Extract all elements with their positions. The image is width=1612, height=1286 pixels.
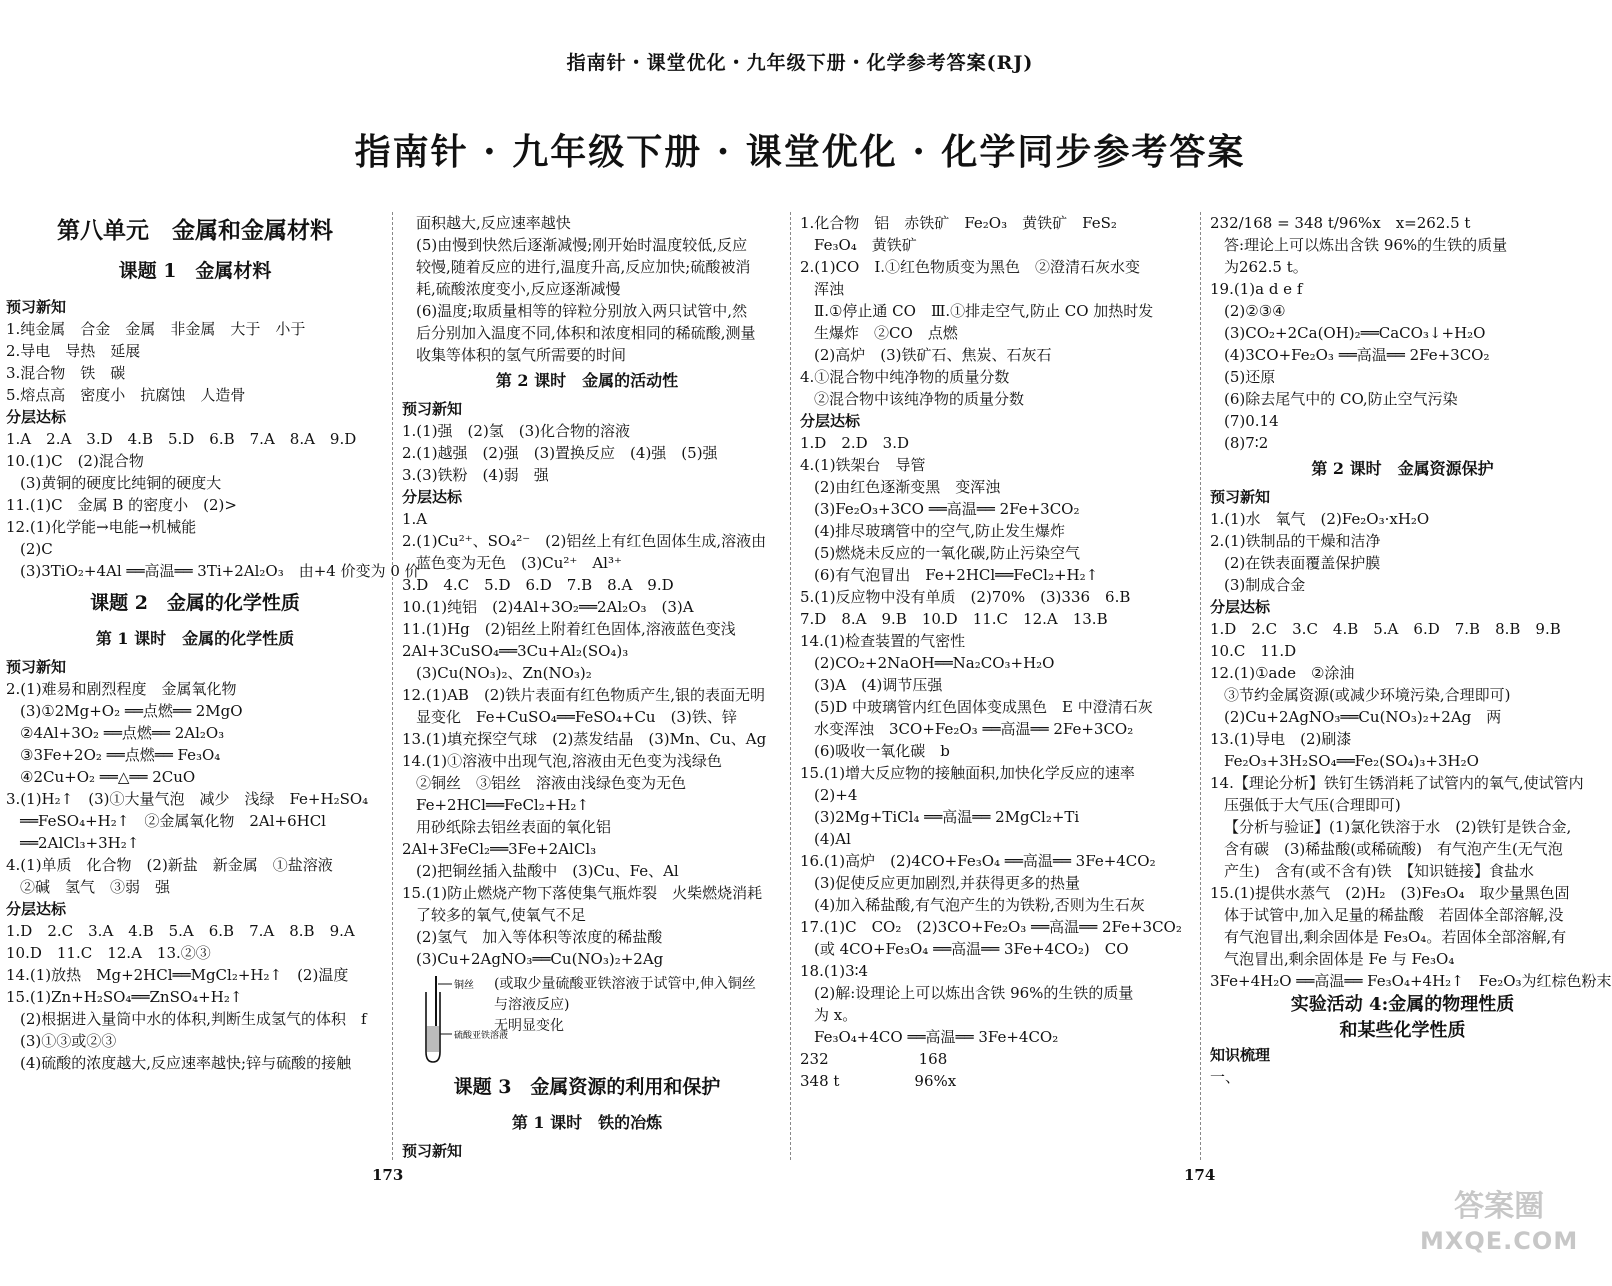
answer-line: (3)3TiO₂+4Al ══高温══ 3Ti+2Al₂O₃ 由+4 价变为 0 价: [20, 562, 420, 580]
apparatus-result: 无明显变化: [494, 1018, 564, 1034]
answer-line: 17.(1)C CO₂ (2)3CO+Fe₂O₃ ══高温══ 2Fe+3CO₂: [800, 918, 1182, 936]
answer-line: 2.导电 导热 延展: [6, 342, 141, 360]
answer-line: 有气泡冒出,剩余固体是 Fe₃O₄。若固体全部溶解,有: [1224, 928, 1567, 946]
answer-line: 14.【理论分析】铁钉生锈消耗了试管内的氧气,使试管内: [1210, 774, 1584, 792]
answer-line: 14.(1)放热 Mg+2HCl══MgCl₂+H₂↑ (2)温度: [6, 966, 349, 984]
answer-line: (2)氢气 加入等体积等浓度的稀盐酸: [416, 928, 663, 946]
answer-line: 答:理论上可以炼出含铁 96%的生铁的质量: [1224, 236, 1508, 254]
answer-line: 4.(1)单质 化合物 (2)新盐 新金属 ①盐溶液: [6, 856, 333, 874]
answer-line: ══FeSO₄+H₂↑ ②金属氧化物 2Al+6HCl: [20, 812, 326, 830]
apparatus-note: (或取少量硫酸亚铁溶液于试管中,伸入铜丝与溶液反应): [494, 976, 756, 1013]
answer-line: 232/168 = 348 t/96%x x=262.5 t: [1210, 214, 1471, 232]
answer-line: (2)把铜丝插入盐酸中 (3)Cu、Fe、Al: [416, 862, 679, 880]
answer-line: (4)加入稀盐酸,有气泡产生的为铁粉,否则为生石灰: [814, 896, 1145, 914]
column-divider: [1200, 212, 1201, 1160]
answer-line: 面积越大,反应速率越快: [416, 214, 571, 232]
answer-line: (4)排尽玻璃管中的空气,防止发生爆炸: [814, 522, 1066, 540]
answer-list: [402, 398, 772, 970]
answer-line: Fe+2HCl══FeCl₂+H₂↑: [416, 796, 589, 814]
page-number-left: 173: [372, 1166, 404, 1184]
answer-line: 1.(1)强 (2)氢 (3)化合物的溶液: [402, 422, 631, 440]
answer-line: 1.D 2.C 3.C 4.B 5.A 6.D 7.B 8.B 9.B: [1210, 620, 1561, 638]
answer-line: 5.(1)反应物中没有单质 (2)70% (3)336 6.B: [800, 588, 1131, 606]
answer-line: 【分析与验证】(1)氯化铁溶于水 (2)铁钉是铁合金,: [1224, 818, 1572, 836]
answer-line: ②铜丝 ③铝丝 溶液由浅绿色变为无色: [416, 774, 687, 792]
answer-list: [6, 656, 384, 1074]
answer-line: (3)CO₂+2Ca(OH)₂══CaCO₃↓+H₂O: [1224, 324, 1486, 342]
answer-line: (2)根据进入量筒中水的体积,判断生成氢气的体积 f: [20, 1010, 367, 1028]
activity-heading: 实验活动 4:金属的物理性质: [1290, 994, 1515, 1015]
page-title: 指南针 · 九年级下册 · 课堂优化 · 化学同步参考答案: [354, 131, 1246, 173]
answer-line: (6)温度;取质量相等的锌粒分别放入两只试管中,然: [416, 302, 748, 320]
answer-line: 1.纯金属 合金 金属 非金属 大于 小于: [6, 320, 306, 338]
answer-line: (3)A (4)调节压强: [814, 676, 943, 694]
answer-line: 15.(1)提供水蒸气 (2)H₂ (3)Fe₃O₄ 取少量黑色固: [1210, 884, 1570, 902]
answer-line: (3)促使反应更加剧烈,并获得更多的热量: [814, 874, 1081, 892]
answer-line: (3)Cu(NO₃)₂、Zn(NO₃)₂: [416, 664, 592, 682]
answer-line: ③节约金属资源(或减少环境污染,合理即可): [1224, 686, 1511, 704]
topic-heading: 课题 1 金属材料: [118, 260, 272, 282]
answer-line: 分层达标: [402, 488, 463, 506]
answer-line: 348 t 96%x: [800, 1072, 957, 1090]
column-divider: [392, 212, 393, 1160]
answer-line: 分层达标: [800, 412, 861, 430]
column-divider: [790, 212, 791, 1160]
answer-line: (3)2Mg+TiCl₄ ══高温══ 2MgCl₂+Ti: [814, 808, 1080, 826]
answer-line: 12.(1)化学能→电能→机械能: [6, 518, 197, 536]
answer-line: 12.(1)AB (2)铁片表面有红色物质产生,银的表面无明: [402, 686, 765, 704]
answer-line: 2.(1)越强 (2)强 (3)置换反应 (4)强 (5)强: [402, 444, 718, 462]
answer-line: 1.A 2.A 3.D 4.B 5.D 6.B 7.A 8.A 9.D: [6, 430, 357, 448]
answer-line: 18.(1)3∶4: [800, 962, 869, 980]
answer-line: 11.(1)Hg (2)铝丝上附着红色固体,溶液蓝色变浅: [402, 620, 736, 638]
topic-heading: 课题 2 金属的化学性质: [90, 592, 300, 614]
answer-line: 10.(1)C (2)混合物: [6, 452, 144, 470]
answer-line: 预习新知: [6, 298, 67, 316]
answer-line: 气泡冒出,剩余固体是 Fe 与 Fe₃O₄: [1224, 950, 1455, 968]
answer-line: 知识梳理: [1210, 1046, 1271, 1064]
column-4: [1210, 212, 1612, 1172]
answer-line: 15.(1)增大反应物的接触面积,加快化学反应的速率: [800, 764, 1135, 782]
answer-line: (2)②③④: [1224, 302, 1286, 320]
answer-line: 压强低于大气压(合理即可): [1224, 796, 1401, 814]
answer-list: [1210, 212, 1595, 454]
answer-line: (8)7∶2: [1224, 434, 1269, 452]
answer-line: 15.(1)Zn+H₂SO₄══ZnSO₄+H₂↑: [6, 988, 243, 1006]
answer-list: [800, 212, 1190, 1092]
answer-line: 3.(1)H₂↑ (3)①大量气泡 减少 浅绿 Fe+H₂SO₄: [6, 790, 369, 808]
label-copper-wire: 铜丝: [454, 980, 474, 991]
answer-line: 后分别加入温度不同,体积和浓度相同的稀硫酸,测量: [416, 324, 756, 342]
answer-line: 2.(1)Cu²⁺、SO₄²⁻ (2)铝丝上有红色固体生成,溶液由: [402, 532, 767, 550]
answer-line: 了较多的氧气,使氧气不足: [416, 906, 586, 924]
lesson-heading: 第 2 课时 金属的活动性: [495, 371, 679, 390]
answer-line: 14.(1)①溶液中出现气泡,溶液由无色变为浅绿色: [402, 752, 722, 770]
answer-line: ══2AlCl₃+3H₂↑: [20, 834, 140, 852]
test-tube-diagram: [416, 974, 509, 1066]
answer-line: 1.(1)水 氧气 (2)Fe₂O₃·xH₂O: [1210, 510, 1430, 528]
answer-line: 收集等体积的氢气所需要的时间: [416, 346, 627, 364]
answer-line: (3)①③或②③: [20, 1032, 117, 1050]
label-solution: 硫酸亚铁溶液: [454, 1031, 509, 1041]
answer-line: (2)C: [20, 540, 53, 558]
answer-line: 1.D 2.C 3.A 4.B 5.A 6.B 7.A 8.B 9.A: [6, 922, 355, 940]
answer-line: 1.D 2.D 3.D: [800, 434, 910, 452]
answer-line: 5.熔点高 密度小 抗腐蚀 人造骨: [6, 386, 246, 404]
answer-line: (6)除去尾气中的 CO,防止空气污染: [1224, 390, 1458, 408]
answer-line: (5)由慢到快然后逐渐减慢;刚开始时温度较低,反应: [416, 236, 748, 254]
answer-line: 2Al+3CuSO₄══3Cu+Al₂(SO₄)₃: [402, 642, 629, 660]
answer-line: 3.D 4.C 5.D 6.D 7.B 8.A 9.D: [402, 576, 674, 594]
answer-line: 1.A: [402, 510, 428, 528]
answer-line: 水变浑浊 3CO+Fe₂O₃ ══高温══ 2Fe+3CO₂: [814, 720, 1134, 738]
answer-line: 预习新知: [1210, 488, 1271, 506]
answer-line: ④2Cu+O₂ ══△══ 2CuO: [20, 768, 196, 786]
answer-line: 10.D 11.C 12.A 13.②③: [6, 944, 211, 962]
answer-line: 232 168: [800, 1050, 948, 1068]
answer-line: (7)0.14: [1224, 412, 1279, 430]
answer-line: 较慢,随着反应的进行,温度升高,反应加快;硫酸被消: [416, 258, 751, 276]
answer-line: 13.(1)导电 (2)刷漆: [1210, 730, 1352, 748]
answer-line: 含有碳 (3)稀盐酸(或稀硫酸) 有气泡产生(无气泡: [1224, 840, 1563, 858]
answer-line: (2)在铁表面覆盖保护膜: [1224, 554, 1381, 572]
answer-line: (2)+4: [814, 786, 858, 804]
activity-heading: 和某些化学性质: [1339, 1020, 1466, 1041]
answer-line: (3)①2Mg+O₂ ══点燃══ 2MgO: [20, 702, 243, 720]
answer-line: (3)Fe₂O₃+3CO ══高温══ 2Fe+3CO₂: [814, 500, 1080, 518]
answer-line: 生爆炸 ②CO 点燃: [814, 324, 958, 342]
answer-line: 7.D 8.A 9.B 10.D 11.C 12.A 13.B: [800, 610, 1108, 628]
page-number-right: 174: [1184, 1166, 1216, 1184]
answer-line: (3)Cu+2AgNO₃══Cu(NO₃)₂+2Ag: [416, 950, 664, 968]
answer-line: 4.(1)铁架台 导管: [800, 456, 926, 474]
answer-line: 预习新知: [402, 1142, 463, 1160]
answer-line: 12.(1)①ade ②涂油: [1210, 664, 1355, 682]
answer-line: 耗,硫酸浓度变小,反应逐渐减慢: [416, 280, 621, 298]
answer-line: 2.(1)难易和剧烈程度 金属氧化物: [6, 680, 237, 698]
answer-line: 分层达标: [1210, 598, 1271, 616]
answer-line: (5)燃烧未反应的一氧化碳,防止污染空气: [814, 544, 1081, 562]
answer-line: (3)制成合金: [1224, 576, 1306, 594]
answer-line: (6)吸收一氧化碳 b: [814, 742, 950, 760]
answer-line: 11.(1)C 金属 B 的密度小 (2)>: [6, 496, 237, 514]
answer-line: ②4Al+3O₂ ══点燃══ 2Al₂O₃: [20, 724, 225, 742]
answer-line: 预习新知: [6, 658, 67, 676]
answer-line: 预习新知: [402, 400, 463, 418]
answer-line: 16.(1)高炉 (2)4CO+Fe₃O₄ ══高温══ 3Fe+4CO₂: [800, 852, 1156, 870]
watermark-logo-text: 答案圈: [1454, 1189, 1545, 1224]
column-1: [6, 212, 420, 1172]
answer-line: 3.(3)铁粉 (4)弱 强: [402, 466, 549, 484]
answer-line: Fe₃O₄+4CO ══高温══ 3Fe+4CO₂: [814, 1028, 1059, 1046]
answer-line: 13.(1)填充探空气球 (2)蒸发结晶 (3)Mn、Cu、Ag: [402, 730, 767, 748]
watermark: [1420, 1190, 1578, 1258]
answer-line: ②混合物中该纯净物的质量分数: [814, 390, 1025, 408]
answer-line: 分层达标: [6, 408, 67, 426]
answer-line: (2)解:设理论上可以炼出含铁 96%的生铁的质量: [814, 984, 1134, 1002]
answer-line: 14.(1)检查装置的气密性: [800, 632, 966, 650]
answer-list: [402, 212, 772, 366]
answer-line: 显变化 Fe+CuSO₄══FeSO₄+Cu (3)铁、锌: [416, 708, 737, 726]
watermark-url: MXQE.COM: [1420, 1227, 1579, 1255]
topic-heading: 课题 3 金属资源的利用和保护: [453, 1076, 721, 1098]
answer-line: Fe₃O₄ 黄铁矿: [814, 236, 917, 254]
answer-line: (2)由红色逐渐变黑 变浑浊: [814, 478, 1001, 496]
answer-line: (2)Cu+2AgNO₃══Cu(NO₃)₂+2Ag 两: [1224, 708, 1502, 726]
answer-line: 蓝色变为无色 (3)Cu²⁺ Al³⁺: [416, 554, 622, 572]
column-2: [402, 212, 772, 1172]
answer-line: (5)还原: [1224, 368, 1276, 386]
answer-line: 为262.5 t。: [1224, 258, 1308, 276]
answer-line: 2Al+3FeCl₂══3Fe+2AlCl₃: [402, 840, 597, 858]
answer-line: 4.①混合物中纯净物的质量分数: [800, 368, 1010, 386]
answer-list: [1210, 1044, 1595, 1088]
answer-line: 浑浊: [814, 280, 845, 298]
answer-line: 用砂纸除去铝丝表面的氧化铝: [416, 818, 612, 836]
answer-line: (4)硫酸的浓度越大,反应速率越快;锌与硫酸的接触: [20, 1054, 352, 1072]
answer-line: 19.(1)a d e f: [1210, 280, 1303, 298]
answer-line: 一、: [1210, 1068, 1241, 1086]
answer-line: 10.C 11.D: [1210, 642, 1297, 660]
answer-line: 分层达标: [6, 900, 67, 918]
test-tube-figure: [416, 974, 772, 1066]
answer-line: ③3Fe+2O₂ ══点燃══ Fe₃O₄: [20, 746, 221, 764]
answer-line: 体于试管中,加入足量的稀盐酸 若固体全部溶解,没: [1224, 906, 1564, 924]
unit-heading: 第八单元 金属和金属材料: [57, 217, 333, 244]
answer-line: (或 4CO+Fe₃O₄ ══高温══ 3Fe+4CO₂) CO: [814, 940, 1129, 958]
answer-line: (4)Al: [814, 830, 851, 848]
answer-line: 3.混合物 铁 碳: [6, 364, 126, 382]
answer-line: 3Fe+4H₂O ══高温══ Fe₃O₄+4H₂↑ Fe₂O₃为红棕色粉末: [1210, 972, 1612, 990]
lesson-heading: 第 1 课时 金属的化学性质: [95, 629, 295, 648]
answer-line: Ⅱ.①停止通 CO Ⅲ.①排走空气,防止 CO 加热时发: [814, 302, 1154, 320]
answer-line: 1.化合物 铝 赤铁矿 Fe₂O₃ 黄铁矿 FeS₂: [800, 214, 1117, 232]
answer-list: [402, 1140, 772, 1162]
lesson-heading: 第 1 课时 铁的冶炼: [511, 1113, 663, 1132]
answer-line: (4)3CO+Fe₂O₃ ══高温══ 2Fe+3CO₂: [1224, 346, 1490, 364]
answer-line: (2)高炉 (3)铁矿石、焦炭、石灰石: [814, 346, 1052, 364]
answer-line: (5)D 中玻璃管内红色固体变成黑色 E 中澄清石灰: [814, 698, 1153, 716]
answer-line: 为 x。: [814, 1006, 858, 1024]
answer-line: ②碱 氢气 ③弱 强: [20, 878, 171, 896]
answer-list: [6, 296, 420, 582]
column-3: [800, 212, 1190, 1172]
answer-line: Fe₂O₃+3H₂SO₄══Fe₂(SO₄)₃+3H₂O: [1224, 752, 1479, 770]
answer-line: (6)有气泡冒出 Fe+2HCl══FeCl₂+H₂↑: [814, 566, 1099, 584]
running-header: 指南针・课堂优化・九年级下册・化学参考答案(RJ): [566, 52, 1034, 74]
answer-list: [1210, 486, 1612, 992]
answer-line: (3)黄铜的硬度比纯铜的硬度大: [20, 474, 222, 492]
answer-line: 10.(1)纯铝 (2)4Al+3O₂══2Al₂O₃ (3)A: [402, 598, 694, 616]
answer-line: 15.(1)防止燃烧产物下落使集气瓶炸裂 火柴燃烧消耗: [402, 884, 763, 902]
answer-line: (2)CO₂+2NaOH══Na₂CO₃+H₂O: [814, 654, 1055, 672]
answer-line: 2.(1)CO Ⅰ.①红色物质变为黑色 ②澄清石灰水变: [800, 258, 1141, 276]
answer-line: 2.(1)铁制品的干燥和洁净: [1210, 532, 1381, 550]
answer-line: 产生) 含有(或不含有)铁 【知识链接】食盐水: [1224, 862, 1535, 880]
lesson-heading: 第 2 课时 金属资源保护: [1311, 459, 1494, 478]
